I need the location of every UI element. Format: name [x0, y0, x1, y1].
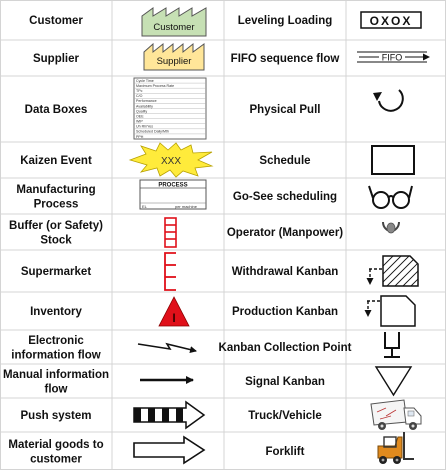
inventory-icon-text: I — [172, 311, 176, 325]
left-row-9-label-line-0: Manual information — [2, 368, 110, 381]
left-row-11-label-line-1: customer — [30, 453, 82, 466]
leveling-icon-text: OXOX — [369, 14, 413, 28]
left-row-7-label-line-0: Inventory — [30, 306, 82, 318]
kanban-post-icon — [384, 332, 400, 357]
withdrawal-kanban-icon — [369, 256, 420, 286]
right-row-8-label-line-0: Kanban Collection Point — [218, 342, 352, 354]
shipment-arrow-icon — [134, 437, 204, 463]
left-row-3-label-line-0: Kaizen Event — [20, 155, 92, 167]
left-row-4-label-line-0: Manufacturing — [16, 183, 96, 196]
process-icon-foot-left: EL — [142, 204, 147, 209]
truck-icon — [371, 400, 421, 430]
data-box-line-8: WIP — [136, 119, 143, 124]
data-box-line-5: Availability — [136, 104, 153, 109]
process-box-icon — [140, 180, 206, 209]
data-box-line-3: C/O — [136, 94, 143, 99]
supermarket-icon — [165, 253, 176, 290]
right-row-9-label-line-0: Signal Kanban — [245, 376, 325, 388]
operator-icon — [383, 222, 399, 233]
data-box-line-0: Cycle Time — [136, 78, 154, 83]
kaizen-icon-text: XXX — [160, 156, 182, 167]
data-box-line-10: Scheduled Daily/Mth — [136, 129, 169, 134]
customer-factory-icon — [142, 8, 206, 36]
schedule-box-icon — [372, 146, 414, 174]
process-icon-text: PROCESS — [158, 182, 188, 189]
inventory-triangle-icon — [159, 297, 189, 326]
push-arrow-icon — [134, 402, 204, 428]
right-row-11-label-line-0: Forklift — [265, 446, 305, 458]
data-box-line-6: Quality — [136, 109, 148, 114]
supplier-box-icon — [144, 44, 204, 70]
left-row-0-label-line-0: Customer — [29, 15, 83, 27]
buffer-stock-icon — [165, 218, 176, 247]
left-row-6-label-line-0: Supermarket — [20, 266, 92, 278]
data-box-icon — [134, 78, 206, 139]
right-column-labels — [219, 15, 352, 458]
right-row-10-label-line-0: Truck/Vehicle — [248, 410, 322, 422]
supplier-icon-text: Supplier — [156, 56, 192, 67]
data-box-line-4: Performance — [136, 99, 157, 104]
forklift-icon — [378, 432, 414, 464]
left-row-11-label-line-0: Material goods to — [8, 438, 104, 451]
physical-pull-icon — [373, 90, 403, 111]
left-row-1-label-line-0: Supplier — [32, 53, 80, 65]
right-row-3-label-line-0: Schedule — [259, 155, 311, 167]
left-row-2-label-line-0: Data Boxes — [24, 104, 88, 116]
right-row-0-label-line-0: Leveling Loading — [237, 15, 333, 27]
electronic-flow-icon — [138, 344, 196, 351]
fifo-icon — [357, 52, 429, 63]
data-box-line-7: OEE — [136, 114, 144, 119]
data-box-line-2: TPc — [136, 89, 143, 94]
right-row-4-label-line-0: Go-See scheduling — [232, 191, 338, 203]
go-see-glasses-icon — [369, 186, 412, 208]
kaizen-burst-icon — [130, 143, 212, 177]
production-kanban-icon — [367, 296, 415, 326]
right-row-1-label-line-0: FIFO sequence flow — [230, 53, 340, 65]
data-box-line-9: Uh Rh/Yes — [136, 124, 154, 129]
data-box-line-1: Maximum Process Rate — [136, 83, 175, 88]
customer-icon-text: Customer — [153, 22, 195, 33]
leveling-icon — [361, 12, 421, 28]
right-row-5-label-line-0: Operator (Manpower) — [226, 227, 344, 239]
left-row-5-label-line-1: Stock — [40, 234, 72, 247]
right-row-7-label-line-0: Production Kanban — [231, 306, 339, 318]
left-row-8-label-line-1: information flow — [11, 349, 101, 362]
left-row-10-label-line-0: Push system — [20, 410, 92, 422]
data-box-line-11: PPH — [136, 134, 144, 139]
left-row-4-label-line-1: Process — [33, 198, 79, 211]
left-row-5-label-line-0: Buffer (or Safety) — [9, 219, 103, 232]
signal-kanban-icon — [376, 367, 411, 395]
left-row-8-label-line-0: Electronic — [28, 334, 84, 347]
fifo-icon-text: FIFO — [381, 52, 403, 63]
process-icon-foot-right: per machine — [174, 204, 198, 209]
right-row-2-label-line-0: Physical Pull — [249, 104, 321, 116]
left-row-9-label-line-1: flow — [44, 383, 68, 396]
right-row-6-label-line-0: Withdrawal Kanban — [231, 266, 339, 278]
